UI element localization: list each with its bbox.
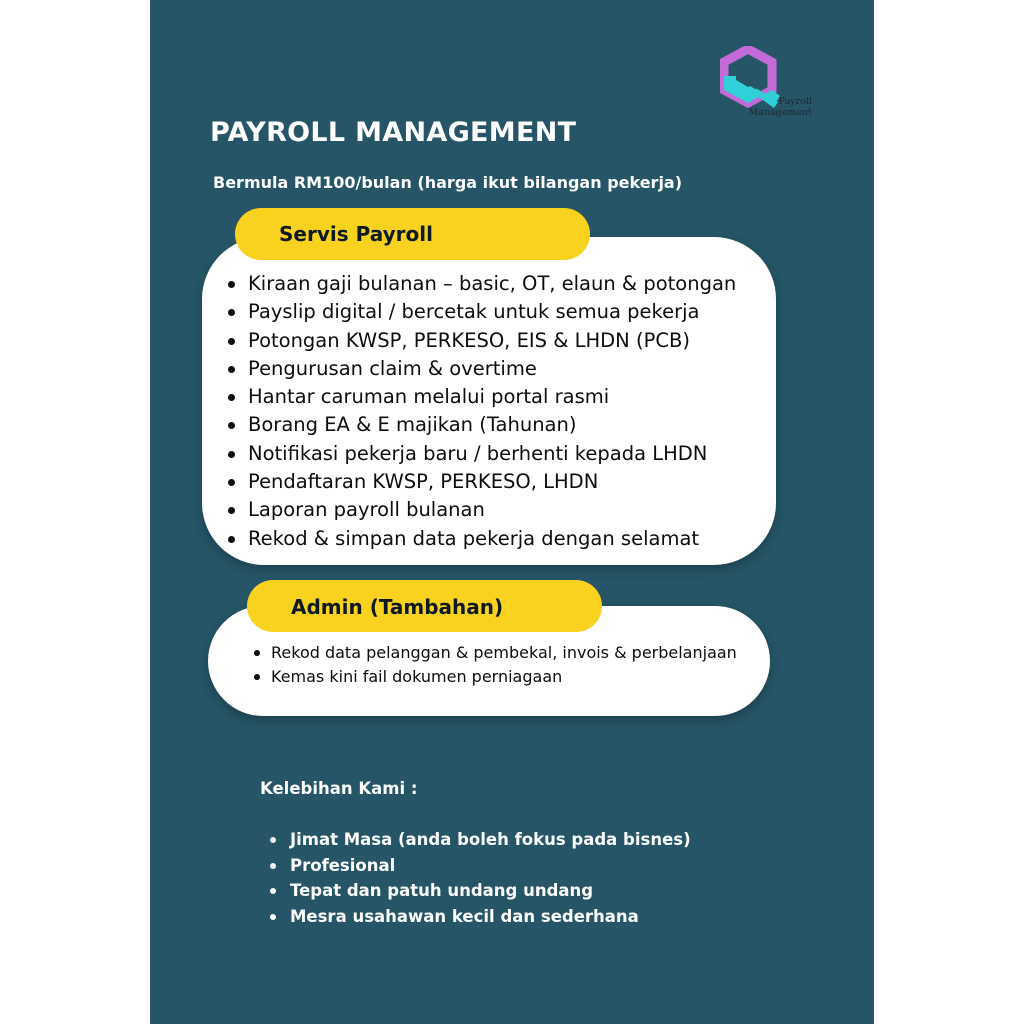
advantages-heading: Kelebihan Kami : — [260, 779, 418, 798]
list-item: Profesional — [270, 853, 691, 879]
poster — [150, 0, 874, 1024]
brand-logo — [720, 46, 810, 126]
logo-line-2: Management — [748, 107, 812, 118]
admin-list — [254, 641, 737, 688]
list-item: Kemas kini fail dokumen perniagaan — [254, 665, 737, 689]
list-item: Borang EA & E majikan (Tahunan) — [228, 411, 736, 439]
list-item: Rekod data pelanggan & pembekal, invois & perbelanjaan — [254, 641, 737, 665]
page-title: PAYROLL MANAGEMENT — [210, 117, 577, 148]
list-item: Kiraan gaji bulanan – basic, OT, elaun & potongan — [228, 270, 736, 298]
services-list — [228, 270, 736, 553]
services-heading: Servis Payroll — [235, 208, 590, 260]
list-item: Notifikasi pekerja baru / berhenti kepada LHDN — [228, 440, 736, 468]
list-item: Hantar caruman melalui portal rasmi — [228, 383, 736, 411]
list-item: Mesra usahawan kecil dan sederhana — [270, 904, 691, 930]
list-item: Laporan payroll bulanan — [228, 496, 736, 524]
list-item: Potongan KWSP, PERKESO, EIS & LHDN (PCB) — [228, 327, 736, 355]
list-item: Pendaftaran KWSP, PERKESO, LHDN — [228, 468, 736, 496]
logo-line-1: Payroll — [778, 96, 812, 107]
price-subtitle: Bermula RM100/bulan (harga ikut bilangan pekerja) — [213, 173, 683, 192]
list-item: Pengurusan claim & overtime — [228, 355, 736, 383]
list-item: Tepat dan patuh undang undang — [270, 878, 691, 904]
list-item: Payslip digital / bercetak untuk semua pekerja — [228, 298, 736, 326]
logo-wordmark — [742, 96, 812, 118]
list-item: Jimat Masa (anda boleh fokus pada bisnes) — [270, 827, 691, 853]
list-item: Rekod & simpan data pekerja dengan selamat — [228, 525, 736, 553]
advantages-list — [270, 827, 691, 929]
admin-heading: Admin (Tambahan) — [247, 580, 602, 632]
